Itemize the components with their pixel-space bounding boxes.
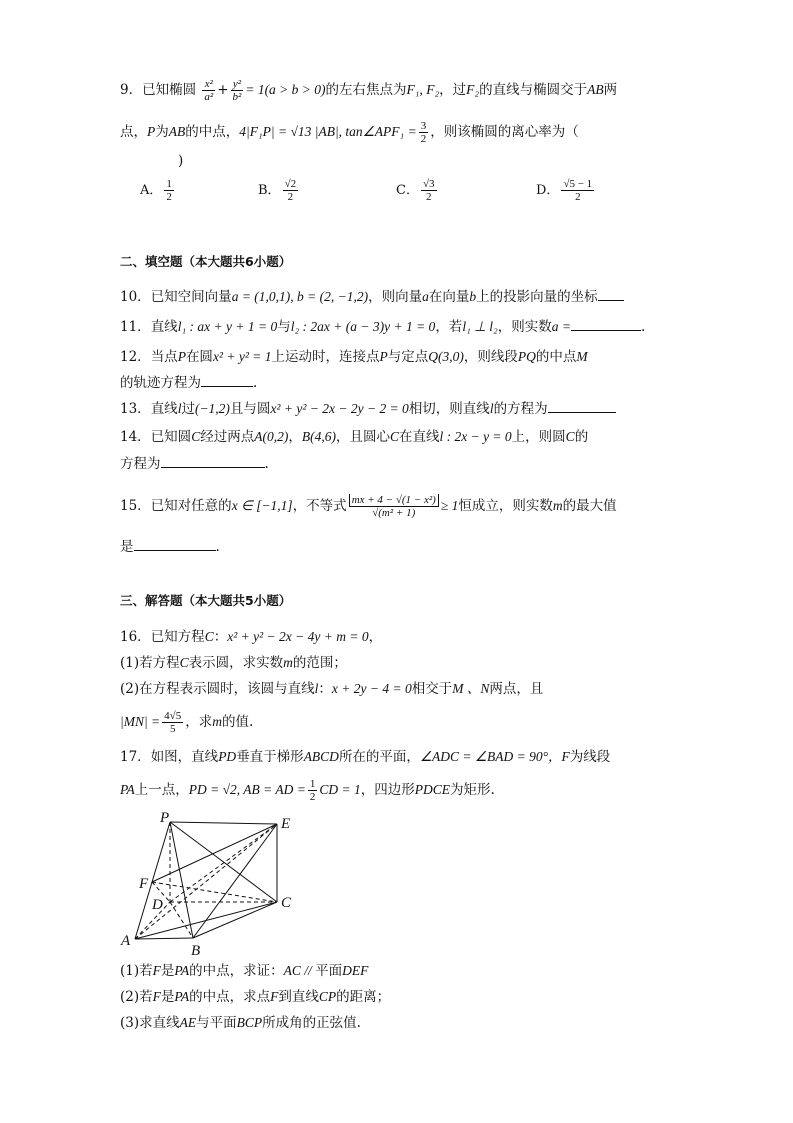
edge-pc bbox=[170, 822, 277, 902]
label-f: F bbox=[139, 876, 149, 892]
q10: 10．已知空间向量a = (1,0,1), b = (2, −1,2)，则向量a在向量b上的投影向量的坐标 bbox=[120, 288, 680, 306]
q9-line1: 9．已知椭圆 $\frac{\text{x²}}{\text{a²}}$ + $\frac{\text{y²}}{\text{b²}}$ = 1(a > b > 0)的左右焦点为F₁, F₂，过F₂的直线与椭圆交于AB两 bbox=[120, 78, 618, 103]
label-d: D bbox=[152, 897, 163, 913]
q13: 13．直线l过(−1,2)且与圆x² + y² − 2x − 2y − 2 = 0相切，则直线l的方程为 bbox=[120, 400, 680, 418]
section-3-heading: 三、解答题（本大题共5小题） bbox=[120, 593, 292, 608]
q17-sub3: (3)求直线AE与平面BCP所成角的正弦值. bbox=[120, 1015, 361, 1031]
q15-line2: 是 . bbox=[120, 539, 220, 555]
q16-part1: (1)若方程C表示圆，求实数m的范围； bbox=[120, 655, 347, 671]
q16-part2: (2)在方程表示圆时，该圆与直线l：x + 2y − 4 = 0相交于M 、N两点，且 bbox=[120, 681, 544, 697]
label-e: E bbox=[281, 816, 291, 832]
q14-line2: 方程为 . bbox=[120, 456, 269, 472]
q17-sub2: (2)若F是PA的中点，求点F到直线CP的距离； bbox=[120, 989, 391, 1005]
q16: 16．已知方程C：x² + y² − 2x − 4y + m = 0， bbox=[120, 629, 383, 645]
edge-fc bbox=[152, 882, 277, 902]
q12: 12．当点P在圆x² + y² = 1上运动时，连接点P与定点Q(3,0)，则线段PQ的中点M bbox=[120, 349, 588, 365]
q15: 15．已知对任意的x ∈ [−1,1]，不等式 $\frac{\text{mx + 4 − √(1 − x²)}}{\text{√(m² + 1)}}$ ≥ 1恒成立，则实数m的最大值 bbox=[120, 494, 617, 519]
edge-bc bbox=[193, 902, 277, 938]
edge-be bbox=[193, 824, 277, 938]
label-b: B bbox=[191, 943, 201, 959]
edge-fe bbox=[152, 824, 277, 882]
q9-option-a: A． $\frac{1}{2}$ bbox=[140, 178, 172, 203]
q17-figure bbox=[115, 812, 305, 962]
section-2-heading: 二、填空题（本大题共6小题） bbox=[120, 254, 292, 269]
q9-option-c: C． $\frac{√3}{2}$ bbox=[396, 178, 435, 203]
q9-option-b: B． $\frac{√2}{2}$ bbox=[258, 178, 297, 203]
q9-option-d: D． $\frac{√5 - 1}{2}$ bbox=[536, 178, 593, 203]
edge-ab bbox=[135, 938, 193, 939]
label-a: A bbox=[121, 933, 131, 949]
q17-line2: PA上一点，PD = √2, AB = AD = $\frac{1}{2}$ CD = 1，四边形PDCE为矩形. bbox=[120, 778, 495, 803]
q16-part2-cont: |MN| = $\frac{4√5}{5}$ ，求m的值. bbox=[120, 710, 254, 735]
q17-sub1: (1)若F是PA的中点，求证：AC // 平面DEF bbox=[120, 963, 369, 979]
q9-line3: ) bbox=[178, 153, 184, 169]
q11: 11．直线l₁ : ax + y + 1 = 0与l₂ : 2ax + (a − 3)y + 1 = 0，若l₁ ⊥ l₂，则实数a = . bbox=[120, 319, 646, 335]
label-p: P bbox=[160, 812, 170, 826]
edge-ae bbox=[135, 824, 277, 939]
q17: 17．如图，直线PD垂直于梯形ABCD所在的平面，∠ADC = ∠BAD = 90°，F为线段 bbox=[120, 749, 611, 765]
edge-pe bbox=[170, 822, 277, 824]
q12-line2: 的轨迹方程为 . bbox=[120, 375, 258, 391]
q9-line2: 点，P为AB的中点，4|F₁P| = √13 |AB|, tan∠APF₁ = $\frac{3}{2}$ ，则该椭圆的离心率为（ bbox=[120, 120, 579, 145]
q14: 14．已知圆C经过两点A(0,2)，B(4,6)，且圆心C在直线l : 2x − y = 0上，则圆C的 bbox=[120, 429, 589, 445]
label-c: C bbox=[281, 895, 292, 911]
